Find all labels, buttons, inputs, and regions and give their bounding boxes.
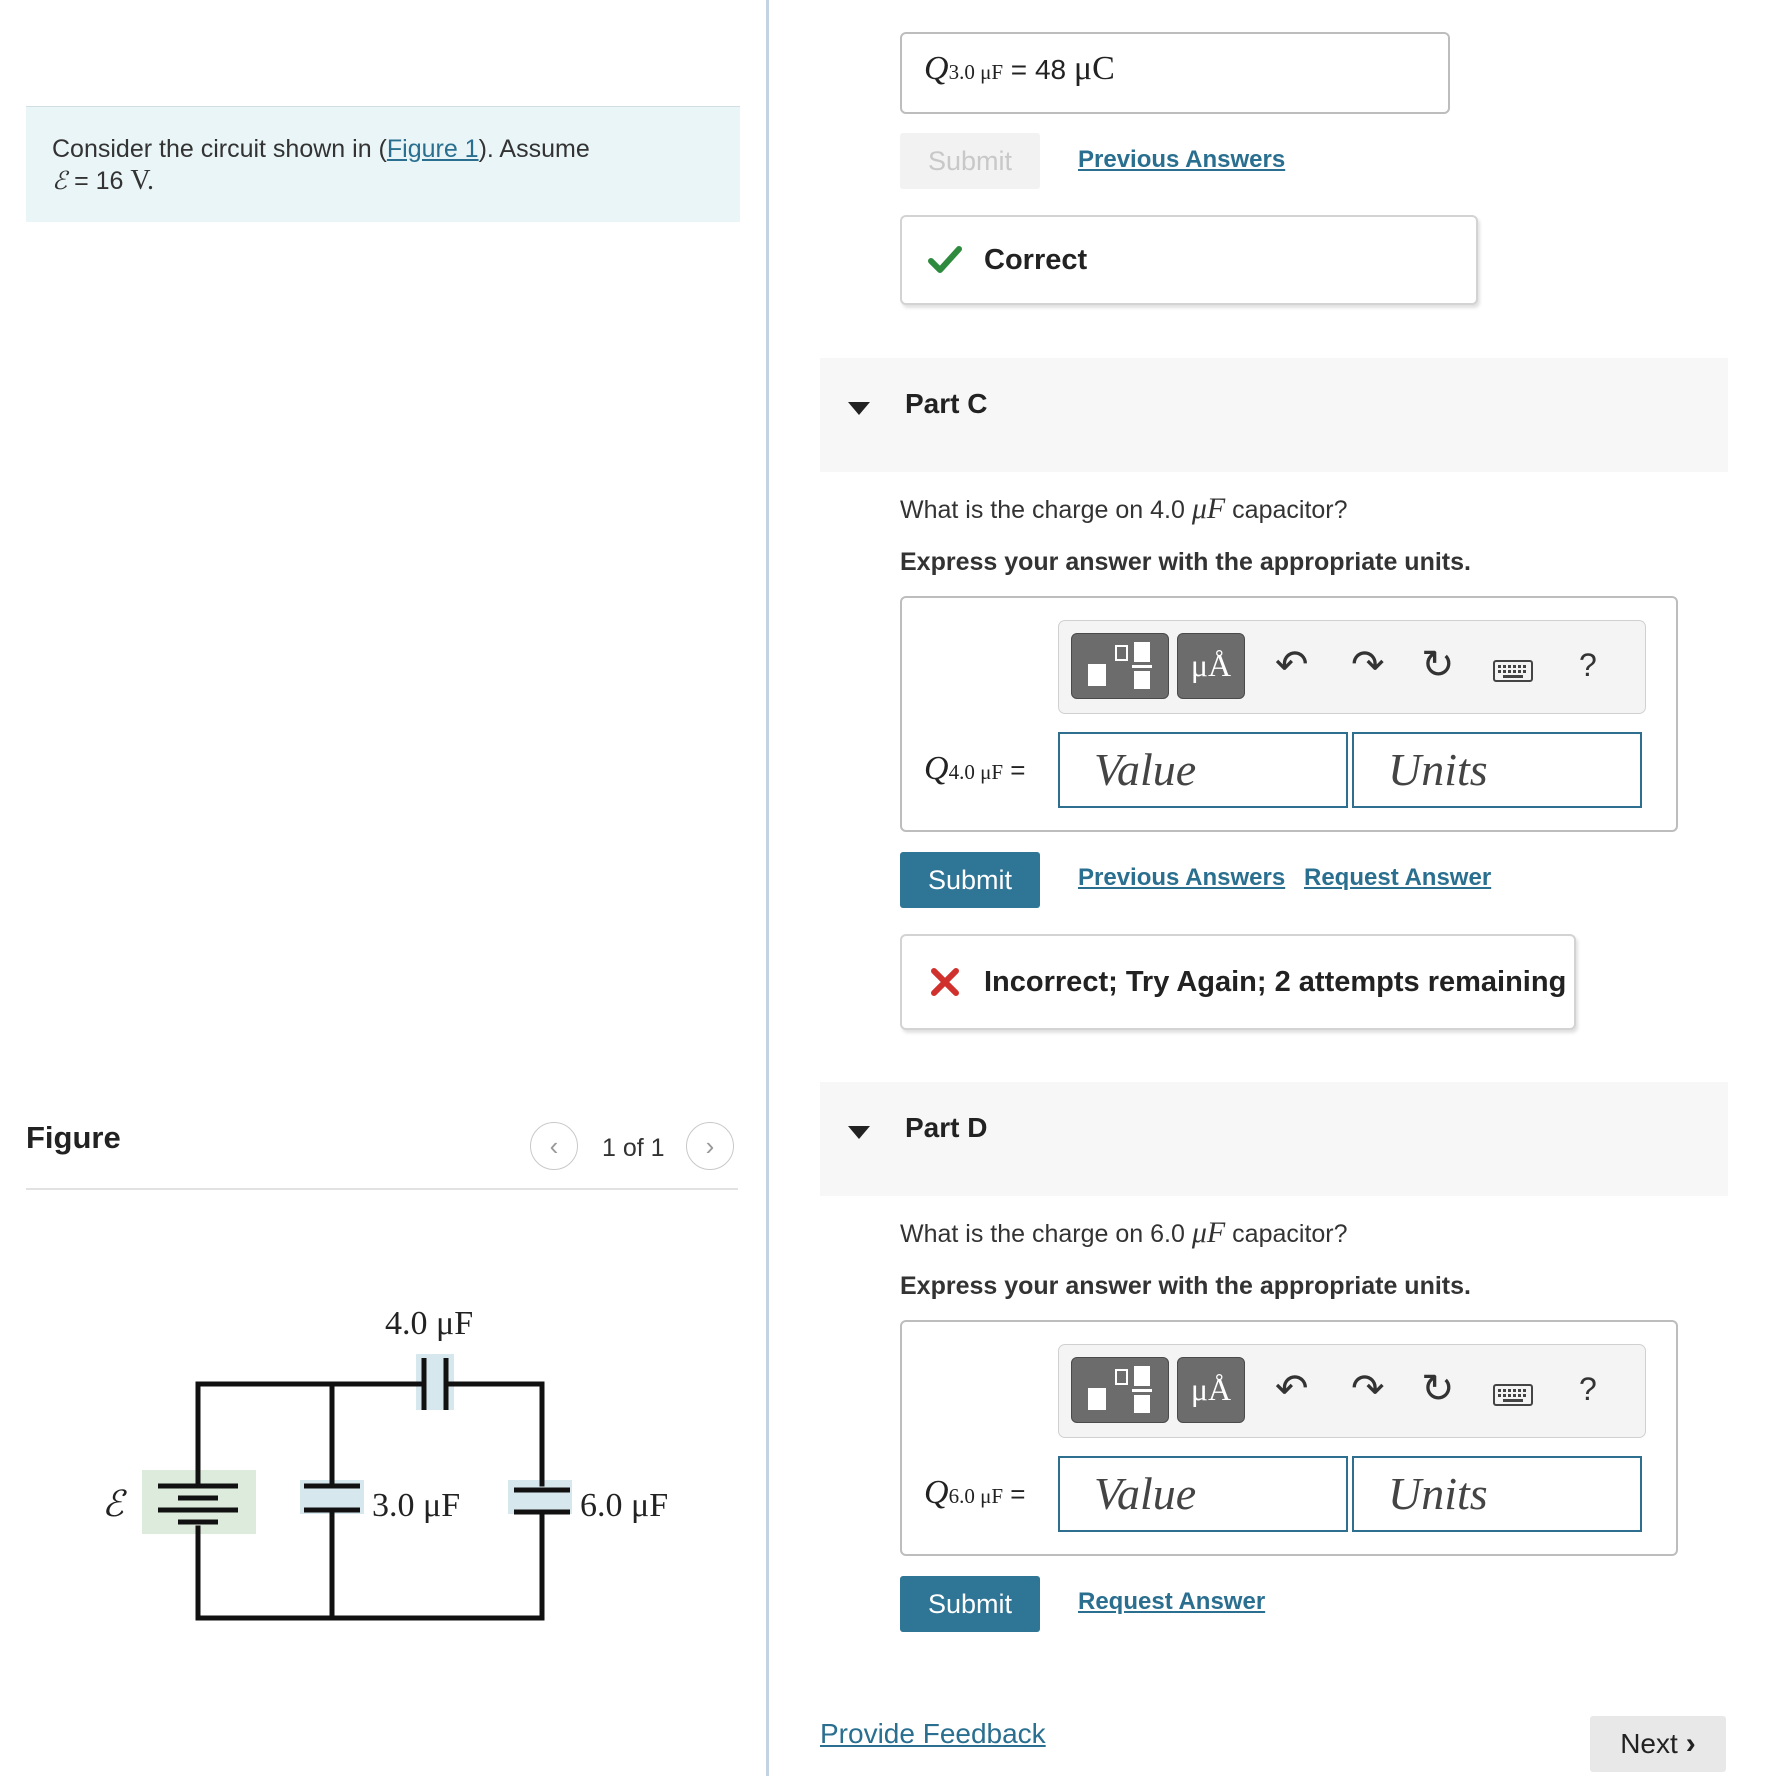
part-c-request-answer-link[interactable]: Request Answer <box>1304 864 1492 891</box>
triangle-down-icon <box>848 1126 870 1139</box>
part-b-previous-answers-link[interactable]: Previous Answers <box>1078 146 1286 173</box>
part-c-question-prefix: What is the charge on 4.0 <box>900 496 1192 524</box>
label-c6: 6.0 μF <box>580 1487 669 1524</box>
figure-prev-button[interactable] <box>530 1122 578 1170</box>
part-b-submit-button[interactable]: Submit <box>900 133 1040 189</box>
part-c-answer-sub: 4.0 μF <box>948 760 1004 784</box>
part-d-answer-var: Q <box>924 1474 949 1511</box>
next-label: Next <box>1620 1728 1678 1759</box>
part-d-instruction: Express your answer with the appropriate units. <box>900 1272 1471 1300</box>
label-c4: 4.0 μF <box>385 1305 474 1342</box>
part-d-question-suffix: capacitor? <box>1225 1220 1348 1248</box>
problem-intro <box>26 106 740 222</box>
next-button[interactable] <box>1590 1716 1726 1772</box>
triangle-down-icon <box>848 402 870 415</box>
part-c-question-suffix: capacitor? <box>1225 496 1348 524</box>
intro-text-suffix: ). Assume <box>478 135 590 163</box>
part-b-answer-sub: 3.0 μF <box>948 60 1004 84</box>
part-b-feedback-text: Correct <box>984 243 1088 276</box>
part-b-equals: = <box>1003 54 1035 85</box>
chevron-right-icon: › <box>705 1130 715 1161</box>
units-button-label: μÅ <box>1190 1371 1232 1407</box>
emf-symbol: ℰ <box>52 168 68 195</box>
part-d-submit-button[interactable]: Submit <box>900 1576 1040 1632</box>
part-b-answer-box <box>900 32 1450 114</box>
part-d-answer-area <box>900 1320 1678 1556</box>
units-button[interactable] <box>1177 1357 1245 1423</box>
part-c-title: Part C <box>905 388 988 419</box>
part-c-value-input[interactable]: Value <box>1058 732 1348 808</box>
chevron-right-icon: › <box>1685 1727 1696 1760</box>
help-icon[interactable]: ? <box>1579 647 1597 683</box>
label-c3: 3.0 μF <box>372 1487 461 1524</box>
chevron-left-icon: ‹ <box>549 1130 559 1161</box>
part-c-feedback <box>900 934 1576 1030</box>
part-b-answer-value: 48 <box>1034 54 1067 85</box>
part-d-question-prefix: What is the charge on 6.0 <box>900 1220 1192 1248</box>
keyboard-icon[interactable] <box>1493 1373 1533 1417</box>
part-d-title: Part D <box>905 1112 988 1143</box>
help-icon[interactable]: ? <box>1579 1371 1597 1407</box>
emf-value: = 16 <box>67 167 131 195</box>
part-d-equals: = <box>1003 1479 1026 1509</box>
intro-text-prefix: Consider the circuit shown in ( <box>52 135 387 163</box>
units-button-label: μÅ <box>1190 647 1232 683</box>
part-b-answer-var: Q <box>924 50 949 87</box>
provide-feedback-link[interactable]: Provide Feedback <box>820 1718 1046 1749</box>
figure-next-button[interactable] <box>686 1122 734 1170</box>
part-d-question <box>900 1216 1348 1250</box>
figure-link[interactable]: Figure 1 <box>386 135 479 163</box>
part-c-equals: = <box>1003 755 1026 785</box>
part-c-submit-button[interactable]: Submit <box>900 852 1040 908</box>
part-c-question <box>900 492 1348 526</box>
wire-top-left <box>198 1384 422 1484</box>
templates-button[interactable] <box>1071 1357 1169 1423</box>
wire-top-right <box>448 1384 542 1484</box>
part-c-header[interactable] <box>820 358 1728 472</box>
keyboard-icon[interactable] <box>1493 649 1533 693</box>
redo-icon[interactable]: ↷ <box>1351 1367 1385 1411</box>
part-c-math-toolbar <box>1058 620 1646 714</box>
part-c-answer-area <box>900 596 1678 832</box>
part-d-math-toolbar <box>1058 1344 1646 1438</box>
fraction-template-icon <box>1072 1358 1170 1424</box>
circuit-diagram <box>80 1290 720 1630</box>
reset-icon[interactable]: ↻ <box>1421 1367 1455 1411</box>
part-d-value-input[interactable]: Value <box>1058 1456 1348 1532</box>
undo-icon[interactable]: ↶ <box>1275 643 1309 687</box>
part-c-instruction: Express your answer with the appropriate units. <box>900 548 1471 576</box>
part-c-previous-answers-link[interactable]: Previous Answers <box>1078 864 1286 891</box>
label-emf: ℰ <box>102 1484 124 1524</box>
panel-divider <box>766 0 769 1776</box>
checkmark-icon <box>928 245 962 275</box>
part-c-question-unit: μF <box>1191 492 1226 525</box>
part-c-feedback-text: Incorrect; Try Again; 2 attempts remaining <box>984 965 1567 998</box>
part-c-answer-var: Q <box>924 750 949 787</box>
part-d-units-input[interactable]: Units <box>1352 1456 1642 1532</box>
part-d-header[interactable] <box>820 1082 1728 1196</box>
part-c-units-input[interactable]: Units <box>1352 732 1642 808</box>
units-button[interactable] <box>1177 633 1245 699</box>
part-d-question-unit: μF <box>1191 1216 1226 1249</box>
x-mark-icon <box>930 967 960 997</box>
templates-button[interactable] <box>1071 633 1169 699</box>
part-b-feedback <box>900 215 1478 305</box>
redo-icon[interactable]: ↷ <box>1351 643 1385 687</box>
emf-unit: V. <box>130 165 155 196</box>
figure-pager: 1 of 1 <box>602 1134 665 1162</box>
figure-title: Figure <box>26 1120 121 1155</box>
part-d-request-answer-link[interactable]: Request Answer <box>1078 1588 1266 1615</box>
part-b-answer-unit: μC <box>1073 50 1115 87</box>
reset-icon[interactable]: ↻ <box>1421 643 1455 687</box>
part-d-answer-sub: 6.0 μF <box>948 1484 1004 1508</box>
fraction-template-icon <box>1072 634 1170 700</box>
undo-icon[interactable]: ↶ <box>1275 1367 1309 1411</box>
figure-rule <box>26 1188 738 1190</box>
